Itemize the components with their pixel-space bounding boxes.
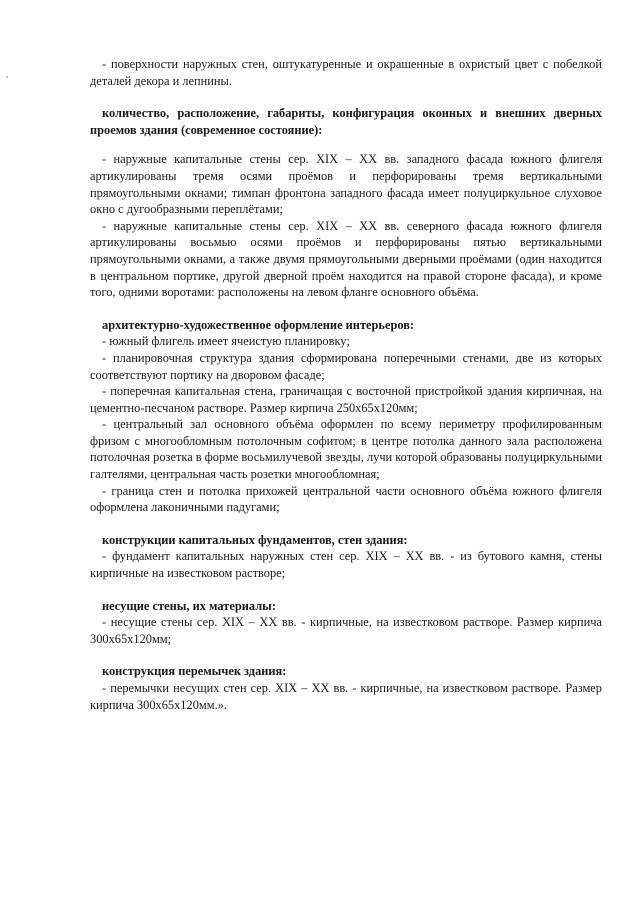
section-paragraph: - наружные капитальные стены сер. XIX – XX вв. северного фасада южного флигеля артикулированы восьмью осями проёмов и перфорированы пятью вертикальными прямоугольными окнами, а также двумя прямоугольными дверными проёмами (один находится в центральном портике, другой дверной проём находится на правой стороне фасада), и кроме того, одними воротами: расположены на левом фланге основного объёма.: [90, 218, 602, 300]
section-lintels: [90, 663, 602, 713]
section-openings: [90, 105, 602, 301]
margin-speck: [6, 76, 8, 78]
section-heading: количество, расположение, габариты, конфигурация оконных и внешних дверных проемов здания (современное состояние):: [90, 106, 602, 137]
section-paragraph: - несущие стены сер. XIX – XX вв. - кирпичные, на известковом растворе. Размер кирпича 300х65х120мм;: [90, 615, 602, 646]
section-paragraph: - поперечная капитальная стена, граничащая с восточной пристройкой здания кирпичная, на цементно-песчаном растворе. Размер кирпича 250х65х120мм;: [90, 384, 602, 415]
section-paragraph: - южный флигель имеет ячеистую планировку;: [102, 334, 350, 349]
section-paragraph: - граница стен и потолка прихожей центральной части основного объёма южного флигеля оформлена лаконичными падугами;: [90, 483, 602, 515]
section-paragraph: - планировочная структура здания сформирована поперечными стенами, две из которых соответствуют портику на дворовом фасаде;: [90, 350, 602, 382]
section-heading: конструкция перемычек здания:: [102, 664, 287, 679]
section-heading: архитектурно-художественное оформление интерьеров:: [102, 317, 415, 332]
section-heading: конструкции капитальных фундаментов, стен здания:: [102, 532, 408, 547]
section-bearing-walls: [90, 598, 602, 648]
section-paragraph: - центральный зал основного объёма оформлен по всему периметру профилированным фризом с многообломным потолочным софитом; в центре потолка данного зала расположена потолочная розетка в форме восьмилучевой звезды, лучи которой образованы полуциркульными галтелями, центральная часть розетки многообломная;: [90, 417, 602, 482]
section-interiors: [90, 317, 602, 516]
section-paragraph: - перемычки несущих стен сер. XIX – XX вв. - кирпичные, на известковом растворе. Размер кирпича 300х65х120мм.».: [90, 681, 602, 712]
intro-paragraph: - поверхности наружных стен, оштукатуренные и окрашенные в охристый цвет с побелкой деталей декора и лепнины.: [90, 57, 602, 88]
section-heading: несущие стены, их материалы:: [102, 598, 276, 613]
section-paragraph: - наружные капитальные стены сер. XIX – XX вв. западного фасада южного флигеля артикулированы тремя осями проёмов и перфорированы тремя вертикальными прямоугольными окнами; тимпан фронтона западного фасада имеет полуциркульное слуховое окно с дугообразными переплётами;: [90, 152, 602, 217]
document-page: [90, 56, 602, 713]
section-foundations: [90, 532, 602, 582]
section-paragraph: - фундамент капитальных наружных стен сер. XIX – XX вв. - из бутового камня, стены кирпичные на известковом растворе;: [90, 549, 602, 581]
